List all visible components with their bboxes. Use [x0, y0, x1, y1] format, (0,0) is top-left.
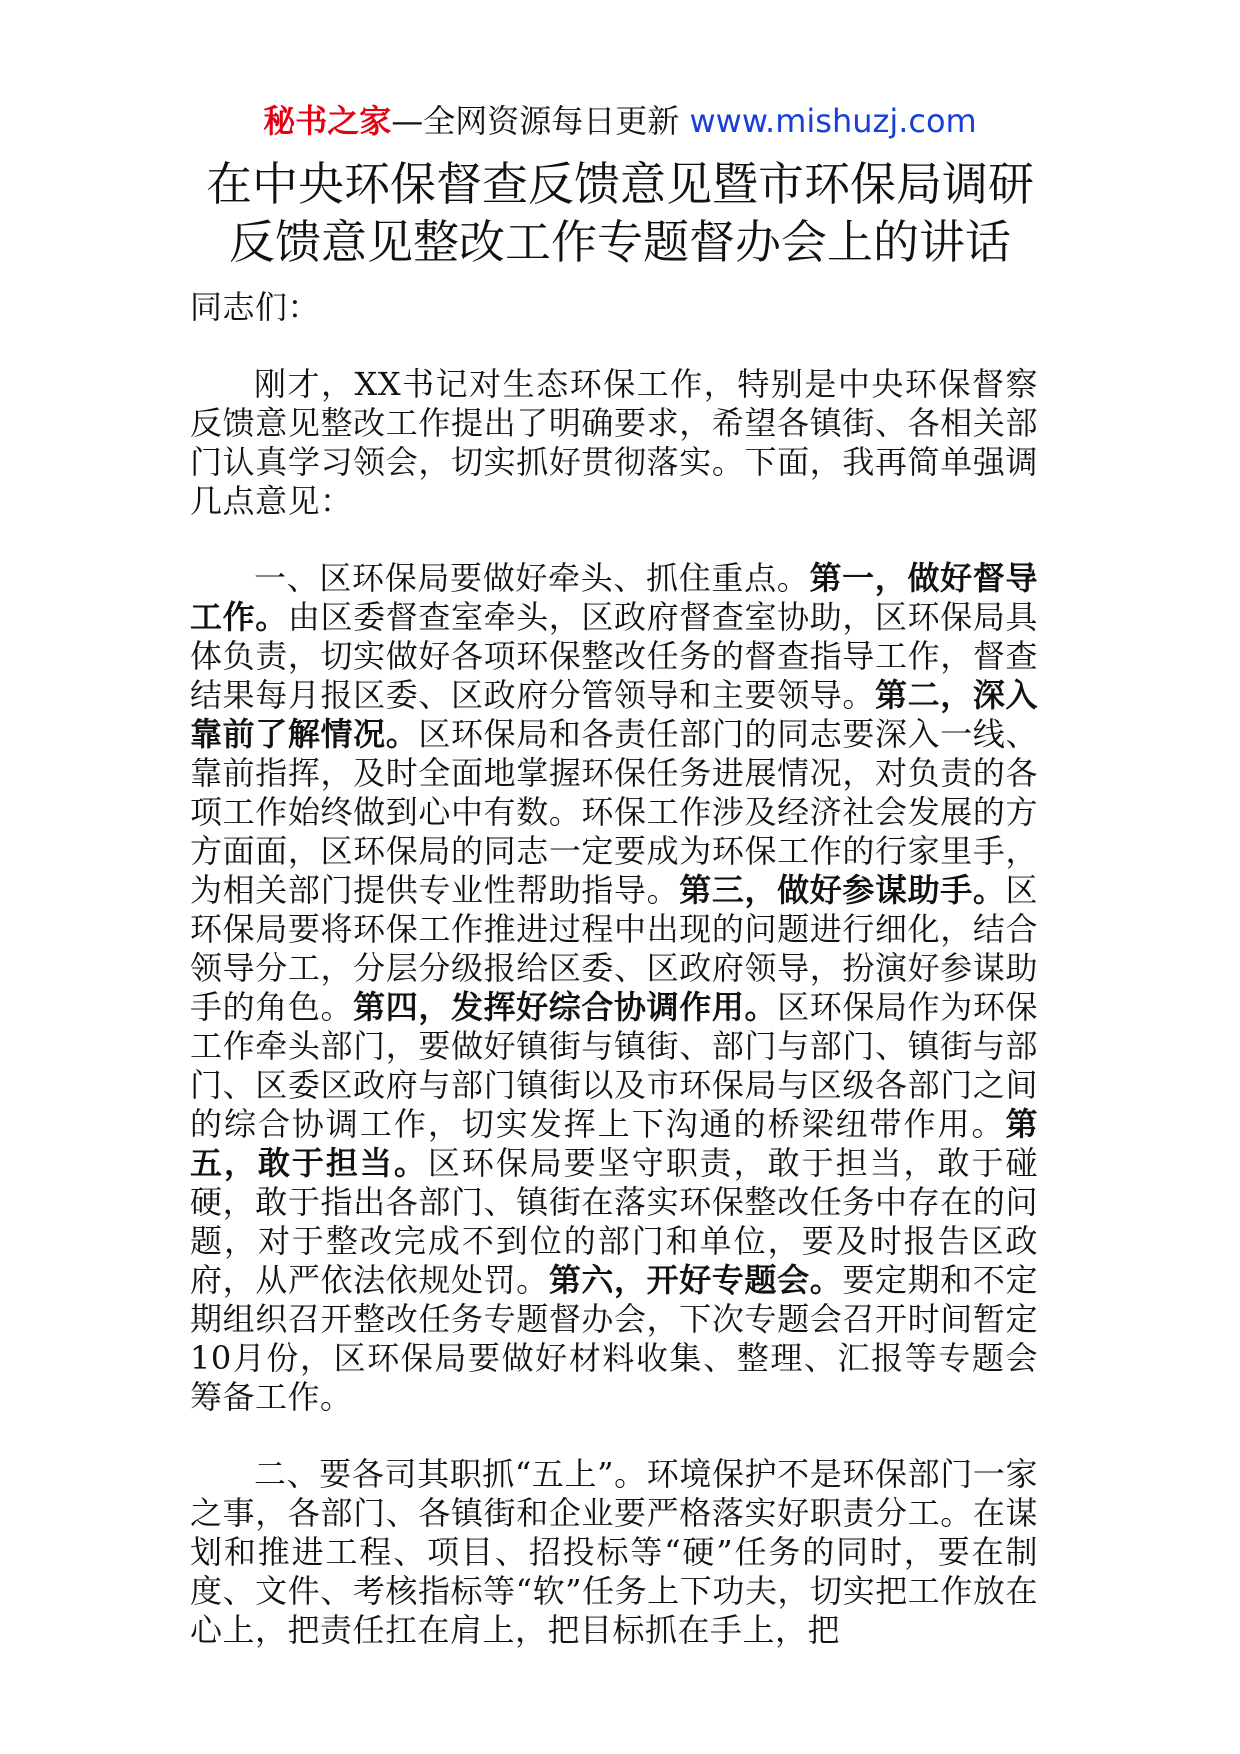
- site-header: [0, 100, 1240, 142]
- bold-heading-segment: 第六，开好专题会。: [548, 1261, 843, 1299]
- text-segment: 由区委督查室牵头，区政府督查室协助，区环保局具体负责，切实做好各项环保整改任务的督查指导工作，督查结果每月报区委、区政府分管领导和主要领导。: [190, 598, 1038, 714]
- site-brand-name: 秘书之家: [263, 102, 392, 140]
- bold-heading-segment: 第二，深入靠前了解情况。: [190, 676, 1038, 753]
- text-segment: 二、要各司其职抓“五上”。环境保护不是环保部门一家之事，各部门、各镇街和企业要严格落实好职责分工。在谋划和推进工程、项目、招投标等“硬”任务的同时，要在制度、文件、考核指标等“软”任务上下功夫，切实把工作放在心上，把责任扛在肩上，把目标抓在手上，把: [190, 1455, 1038, 1649]
- text-segment: 区环保局要坚守职责，敢于担当，敢于碰硬，敢于指出各部门、镇街在落实环保整改任务中存在的问题，对于整改完成不到位的部门和单位，要及时报告区政府，从严依法依规处罚。: [190, 1144, 1038, 1299]
- bold-heading-segment: 第三，做好参谋助手。: [679, 871, 1006, 909]
- title-line-1: 在中央环保督查反馈意见暨市环保局调研: [206, 157, 1034, 211]
- text-segment: 刚才，XX书记对生态环保工作，特别是中央环保督察反馈意见整改工作提出了明确要求，希望各镇街、各相关部门认真学习领会，切实抓好贯彻落实。下面，我再简单强调几点意见：: [190, 365, 1038, 520]
- text-segment: 区环保局要将环保工作推进过程中出现的问题进行细化，结合领导分工，分层分级报给区委、区政府领导，扮演好参谋助手的角色。: [190, 871, 1038, 1026]
- body-paragraph: [190, 559, 1038, 1417]
- title-line-2: 反馈意见整改工作专题督办会上的讲话: [229, 215, 1011, 269]
- bold-heading-segment: 第五，敢于担当。: [190, 1105, 1038, 1182]
- site-url-link[interactable]: www.mishuzj.com: [689, 102, 977, 140]
- document-title: [0, 155, 1240, 271]
- document-body: [190, 288, 1038, 1688]
- salutation: 同志们：: [190, 288, 321, 326]
- body-paragraph: [190, 1455, 1038, 1650]
- text-segment: 一、区环保局要做好牵头、抓住重点。: [254, 559, 810, 597]
- site-tagline: —全网资源每日更新: [391, 102, 680, 140]
- paragraph-list: [190, 365, 1038, 1650]
- text-segment: 区环保局和各责任部门的同志要深入一线、靠前指挥，及时全面地掌握环保任务进展情况，对负责的各项工作始终做到心中有数。环保工作涉及经济社会发展的方方面面，区环保局的同志一定要成为环保工作的行家里手，为相关部门提供专业性帮助指导。: [190, 715, 1038, 909]
- bold-heading-segment: 第一，做好督导工作。: [190, 559, 1038, 636]
- text-segment: 要定期和不定期组织召开整改任务专题督办会，下次专题会召开时间暂定10月份，区环保局要做好材料收集、整理、汇报等专题会筹备工作。: [190, 1261, 1038, 1416]
- bold-heading-segment: 第四，发挥好综合协调作用。: [353, 988, 778, 1026]
- text-segment: 区环保局作为环保工作牵头部门，要做好镇街与镇街、部门与部门、镇街与部门、区委区政府与部门镇街以及市环保局与区级各部门之间的综合协调工作，切实发挥上下沟通的桥梁纽带作用。: [190, 988, 1038, 1143]
- body-paragraph: [190, 365, 1038, 521]
